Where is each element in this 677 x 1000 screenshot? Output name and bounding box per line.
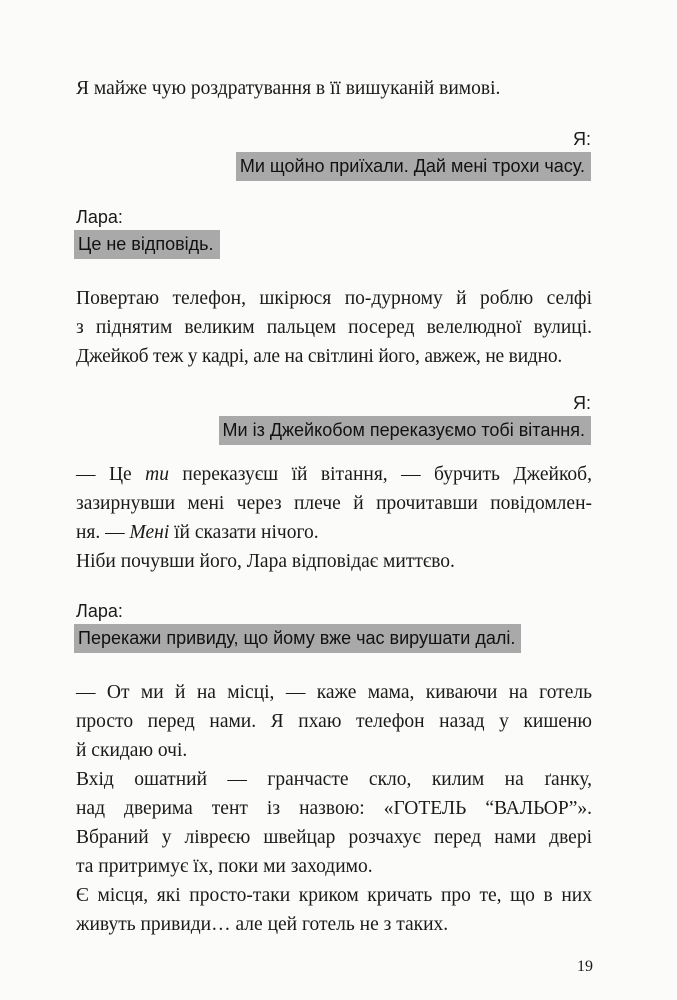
emphasis: ти — [145, 464, 169, 485]
text-run: переказуєш їй вітання, — бурчить Джейкоб, — [168, 464, 592, 485]
chat-speaker-label: Я: — [573, 129, 591, 149]
paragraph-line: над дверима тент із назвою: «ГОТЕЛЬ “ВАЛЬОР”». — [76, 798, 592, 819]
paragraph-line: — От ми й на місці, — каже мама, киваючи на готель — [76, 682, 592, 703]
paragraph-line: з піднятим великим пальцем посеред велелюдної вулиці. — [76, 317, 592, 338]
chat-speaker-label: Лара: — [76, 207, 123, 227]
emphasis: Мені — [129, 522, 170, 543]
text-run: ня. — — [76, 522, 130, 543]
paragraph-line: Ніби почувши його, Лара відповідає миттєво. — [76, 551, 455, 572]
paragraph-line: Вхід ошатний — гранчасте скло, килим на ґанку, — [76, 769, 592, 790]
chat-message: Це не відповідь. — [74, 230, 220, 259]
chat-message: Ми щойно приїхали. Дай мені трохи часу. — [236, 152, 591, 181]
chat-message: Ми із Джейкобом переказуємо тобі вітання. — [219, 416, 591, 445]
paragraph-line: зазирнувши мені через плече й прочитавши повідомлен- — [76, 493, 592, 514]
paragraph-line: живуть привиди… але цей готель не з таких. — [76, 914, 449, 935]
paragraph-line — [76, 518, 592, 547]
paragraph-line: й скидаю очі. — [76, 740, 188, 761]
chat-message: Перекажи привиду, що йому вже час вирушати далі. — [74, 624, 521, 653]
paragraph-line: Вбраний у лівреєю швейцар розчахує перед нами двері — [76, 827, 592, 848]
paragraph-line: Повертаю телефон, шкірюся по-дурному й роблю селфі — [76, 288, 592, 309]
text-run: — Це — [76, 464, 146, 485]
chat-speaker-label: Лара: — [76, 601, 123, 621]
text-run: їй сказати нічого. — [169, 522, 319, 543]
paragraph-line: Є місця, які просто-таки криком кричать про те, що в них — [76, 885, 592, 906]
paragraph-line: просто перед нами. Я пхаю телефон назад у кишеню — [76, 711, 592, 732]
paragraph-line — [76, 460, 592, 489]
chat-speaker-label: Я: — [573, 393, 591, 413]
page-number: 19 — [577, 958, 593, 975]
paragraph-line: Джейкоб теж у кадрі, але на світлині його, авжеж, не видно. — [76, 346, 563, 367]
paragraph: Я майже чую роздратування в її вишуканій вимові. — [76, 78, 501, 99]
paragraph-line: та притримує їх, поки ми заходимо. — [76, 856, 373, 877]
